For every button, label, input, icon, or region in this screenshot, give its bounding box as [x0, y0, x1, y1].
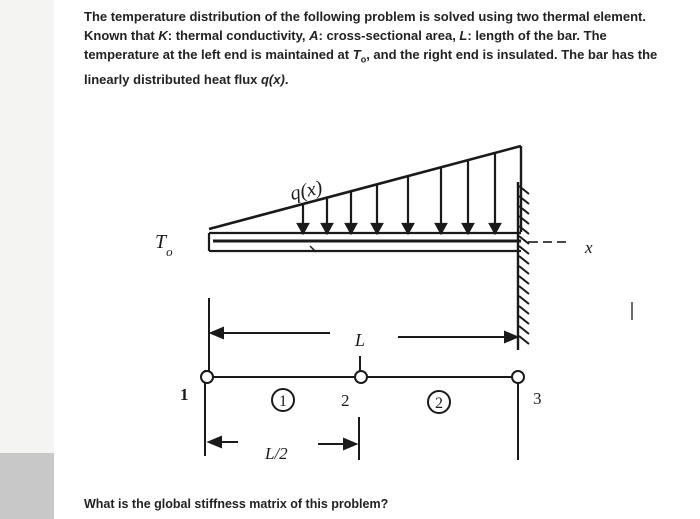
node-3-marker — [512, 371, 524, 383]
x-axis-label: x — [585, 238, 593, 257]
element-2-label: 2 — [435, 395, 443, 412]
node-2-label: 2 — [341, 391, 350, 410]
insulated-wall — [518, 182, 529, 350]
statement-line-3: temperature at the left end is maintained at $T_o$, and the right end is insulated. The bar has the — [84, 47, 658, 65]
statement-line-4: linearly distributed heat flux q(x). — [84, 71, 289, 87]
bar — [209, 233, 521, 252]
node-1-marker — [201, 371, 213, 383]
length-label: L — [355, 330, 366, 350]
node-2-marker — [355, 371, 367, 383]
element-1-label: 1 — [279, 393, 287, 410]
statement-line-1: The temperature distribution of the following problem is solved using two thermal element. — [84, 9, 646, 24]
node-1-label: 1 — [180, 385, 189, 404]
node-3-label: 3 — [533, 389, 542, 408]
flux-arrows — [298, 154, 500, 233]
question-text: What is the global stiffness matrix of this problem? — [84, 497, 389, 511]
half-length-label: L/2 — [265, 444, 288, 463]
left-temperature-label: $T_o$ — [155, 231, 173, 259]
heat-flux-label: q(x) — [288, 176, 325, 205]
statement-line-2: Known that K: thermal conductivity, A: cross-sectional area, L: length of the bar. The — [84, 28, 607, 43]
heat-flux-distribution — [209, 146, 521, 232]
